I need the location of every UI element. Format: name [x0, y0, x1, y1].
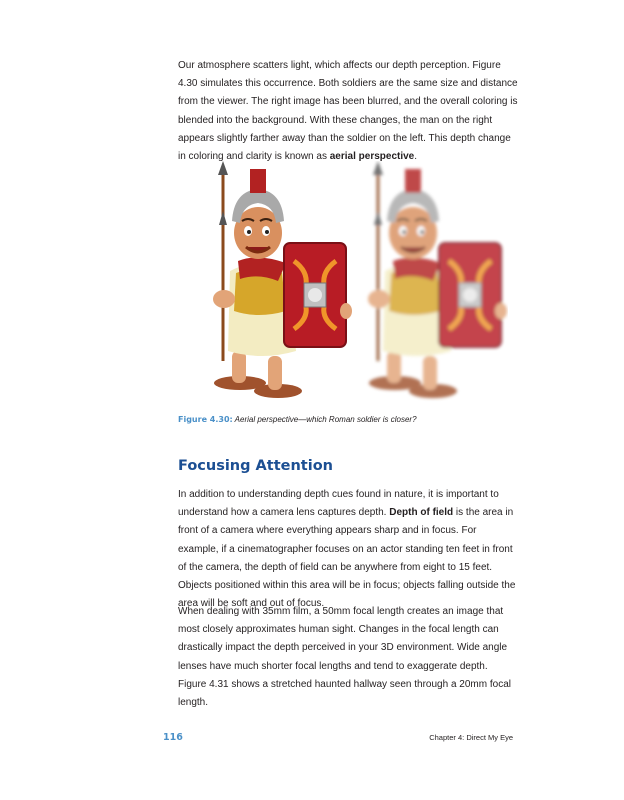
aerial-perspective-term: aerial perspective [329, 151, 415, 163]
depth-of-field-paragraph [178, 486, 518, 613]
figure-roman-soldiers [178, 161, 508, 405]
intro-text-end: . [414, 151, 418, 163]
focal-length-paragraph: When dealing with 35mm film, a 50mm focal length creates an image that most closely approximates human sight. Changes in the focal length can drastically impact the depth perceived in your 3D environment. Wide angle lenses have much shorter focal lengths and tend to exaggerate depth. Figure 4.31 shows a stretched haunted hallway seen through a 20mm focal length. [178, 606, 511, 709]
depth-of-field-term: Depth of field [389, 507, 454, 519]
running-head: Chapter 4: Direct My Eye [429, 733, 513, 742]
dof-text-end: is the area in front of a camera where everything appears sharp and in focus. For example, if a cinematographer focuses on an actor standing ten feet in front of the camera, the depth of field can be anywhere from eight to 15 feet. Objects positioned within this area will be in focus; objects falling outside the area will be soft and out of focus. [178, 507, 516, 610]
figure-label: Figure 4.30: [178, 415, 233, 424]
intro-paragraph [178, 57, 518, 166]
soldier-near [213, 161, 352, 398]
section-heading: Focusing Attention [178, 458, 333, 474]
figure-caption-text: Aerial perspective—which Roman soldier is closer? [234, 415, 417, 424]
page-number: 116 [163, 732, 183, 743]
soldier-far [368, 161, 507, 398]
dof-text: In addition to understanding depth cues found in nature, it is important to understand how a camera lens captures depth. [178, 489, 499, 519]
figure-caption [178, 414, 518, 425]
intro-text: Our atmosphere scatters light, which affects our depth perception. Figure 4.30 simulates this occurrence. Both soldiers are the same size and distance from the viewer. The right image has been blurred, and the overall coloring is blended into the background. With these changes, the man on the right appears slightly farther away than the soldier on the left. This depth change in coloring and clarity is known as [178, 60, 518, 163]
